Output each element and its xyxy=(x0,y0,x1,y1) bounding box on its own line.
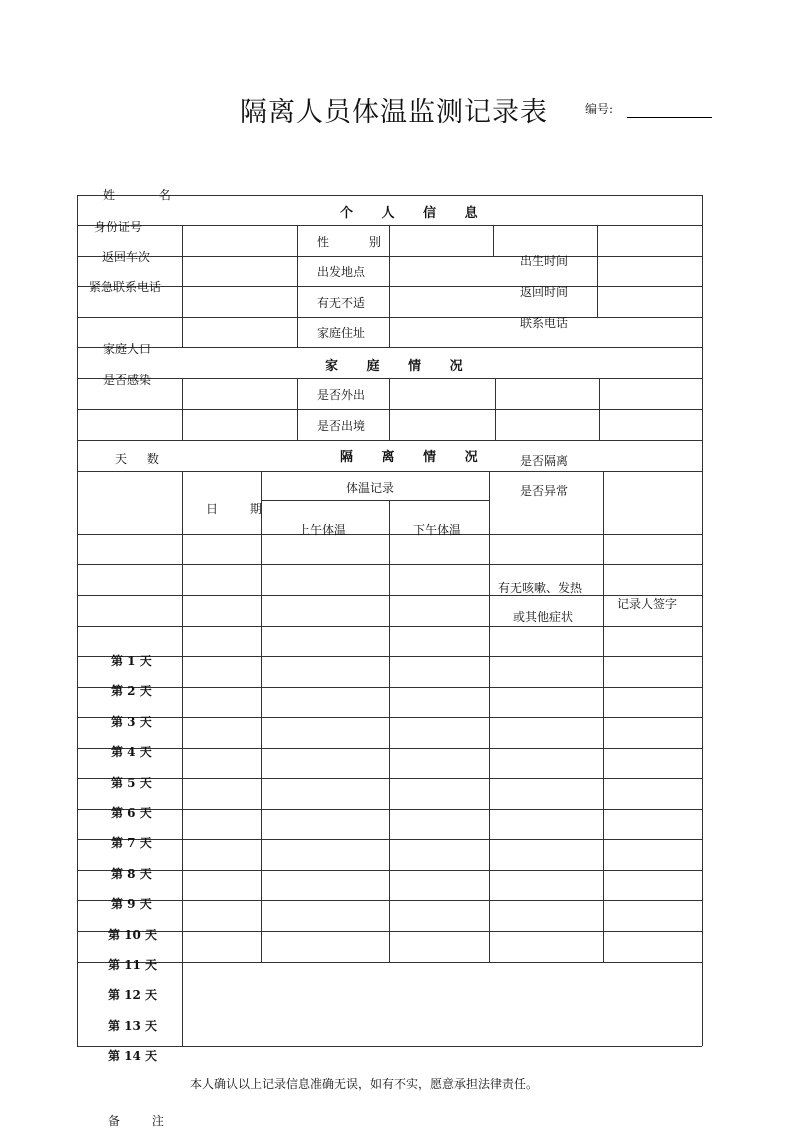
symptom-label-line2: 或其他症状 xyxy=(513,610,574,624)
infected-label: 是否感染 xyxy=(103,373,152,387)
went-out-label: 是否外出 xyxy=(317,388,366,402)
id-number-label: 身份证号 xyxy=(94,220,143,234)
grid-line xyxy=(182,471,183,1046)
day-label: 第 9 天 xyxy=(111,897,152,912)
abnormal-label: 是否异常 xyxy=(520,484,569,498)
day-label: 第 14 天 xyxy=(108,1049,158,1064)
grid-line xyxy=(77,440,702,441)
grid-line xyxy=(77,962,702,963)
contact-phone-label: 联系电话 xyxy=(520,316,569,330)
discomfort-label: 有无不适 xyxy=(317,296,366,310)
grid-line xyxy=(77,656,702,657)
remarks-label: 备 注 xyxy=(108,1114,178,1128)
day-label: 第 12 天 xyxy=(108,988,158,1003)
declaration-text: 本人确认以上记录信息准确无误，如有不实，愿意承担法律责任。 xyxy=(190,1077,539,1091)
day-label: 第 8 天 xyxy=(111,866,152,881)
grid-line xyxy=(597,225,598,317)
day-label: 第 2 天 xyxy=(111,684,152,699)
grid-line xyxy=(77,595,702,596)
day-label: 第 11 天 xyxy=(108,958,158,972)
emergency-phone-label: 紧急联系电话 xyxy=(89,280,162,294)
grid-line xyxy=(389,500,390,962)
address-label: 家庭住址 xyxy=(317,326,366,340)
grid-line xyxy=(493,225,494,256)
grid-line xyxy=(261,500,489,501)
grid-line xyxy=(297,378,298,440)
name-label: 姓 名 xyxy=(103,188,191,202)
family-heading: 家 庭 情 况 xyxy=(325,359,475,374)
grid-line xyxy=(77,870,702,871)
return-train-label: 返回车次 xyxy=(102,250,151,264)
grid-line xyxy=(77,931,702,932)
day-label: 第 13 天 xyxy=(108,1018,158,1033)
grid-line xyxy=(77,1046,702,1047)
grid-line xyxy=(77,778,702,779)
grid-line xyxy=(297,225,298,347)
return-time-label: 返回时间 xyxy=(520,285,569,299)
day-label: 第 5 天 xyxy=(111,775,152,790)
day-label: 第 7 天 xyxy=(111,836,152,851)
day-label: 第 3 天 xyxy=(111,714,152,729)
grid-line xyxy=(77,748,702,749)
abroad-label: 是否出境 xyxy=(317,419,366,433)
grid-line xyxy=(77,195,78,1046)
grid-line xyxy=(77,687,702,688)
grid-line xyxy=(389,378,390,440)
personal-info-heading: 个 人 信 息 xyxy=(340,206,490,221)
grid-line xyxy=(77,534,702,535)
grid-line xyxy=(77,471,702,472)
grid-line xyxy=(702,195,703,1046)
grid-line xyxy=(182,378,183,440)
symptom-label-line1: 有无咳嗽、发热 xyxy=(498,581,583,595)
page-title: 隔离人员体温监测记录表 xyxy=(240,97,548,128)
grid-line xyxy=(77,809,702,810)
gender-label: 性 别 xyxy=(317,235,399,249)
number-field[interactable] xyxy=(627,117,712,118)
grid-line xyxy=(77,717,702,718)
grid-line xyxy=(77,347,702,348)
grid-line xyxy=(77,564,702,565)
grid-line xyxy=(182,225,183,347)
isolation-heading: 隔 离 情 况 xyxy=(340,450,490,465)
grid-line xyxy=(77,626,702,627)
date-label: 日 期 xyxy=(206,502,276,516)
departure-label: 出发地点 xyxy=(317,265,366,279)
grid-line xyxy=(495,378,496,440)
isolated-label: 是否隔离 xyxy=(520,454,569,468)
birth-time-label: 出生时间 xyxy=(520,254,569,268)
day-label: 第 4 天 xyxy=(111,745,152,760)
morning-temp-label: 上午体温 xyxy=(298,523,347,537)
day-label: 第 10 天 xyxy=(108,927,158,942)
days-label: 天 数 xyxy=(115,452,167,466)
day-label: 第 6 天 xyxy=(111,806,152,820)
family-members-label: 家庭人口 xyxy=(103,342,152,356)
number-label: 编号: xyxy=(585,102,614,116)
temperature-record-label: 体温记录 xyxy=(346,481,395,495)
grid-line xyxy=(77,839,702,840)
day-label: 第 1 天 xyxy=(111,654,152,668)
afternoon-temp-label: 下午体温 xyxy=(413,523,462,537)
recorder-signature-label: 记录人签字 xyxy=(617,597,678,611)
grid-line xyxy=(77,900,702,901)
grid-line xyxy=(599,378,600,440)
